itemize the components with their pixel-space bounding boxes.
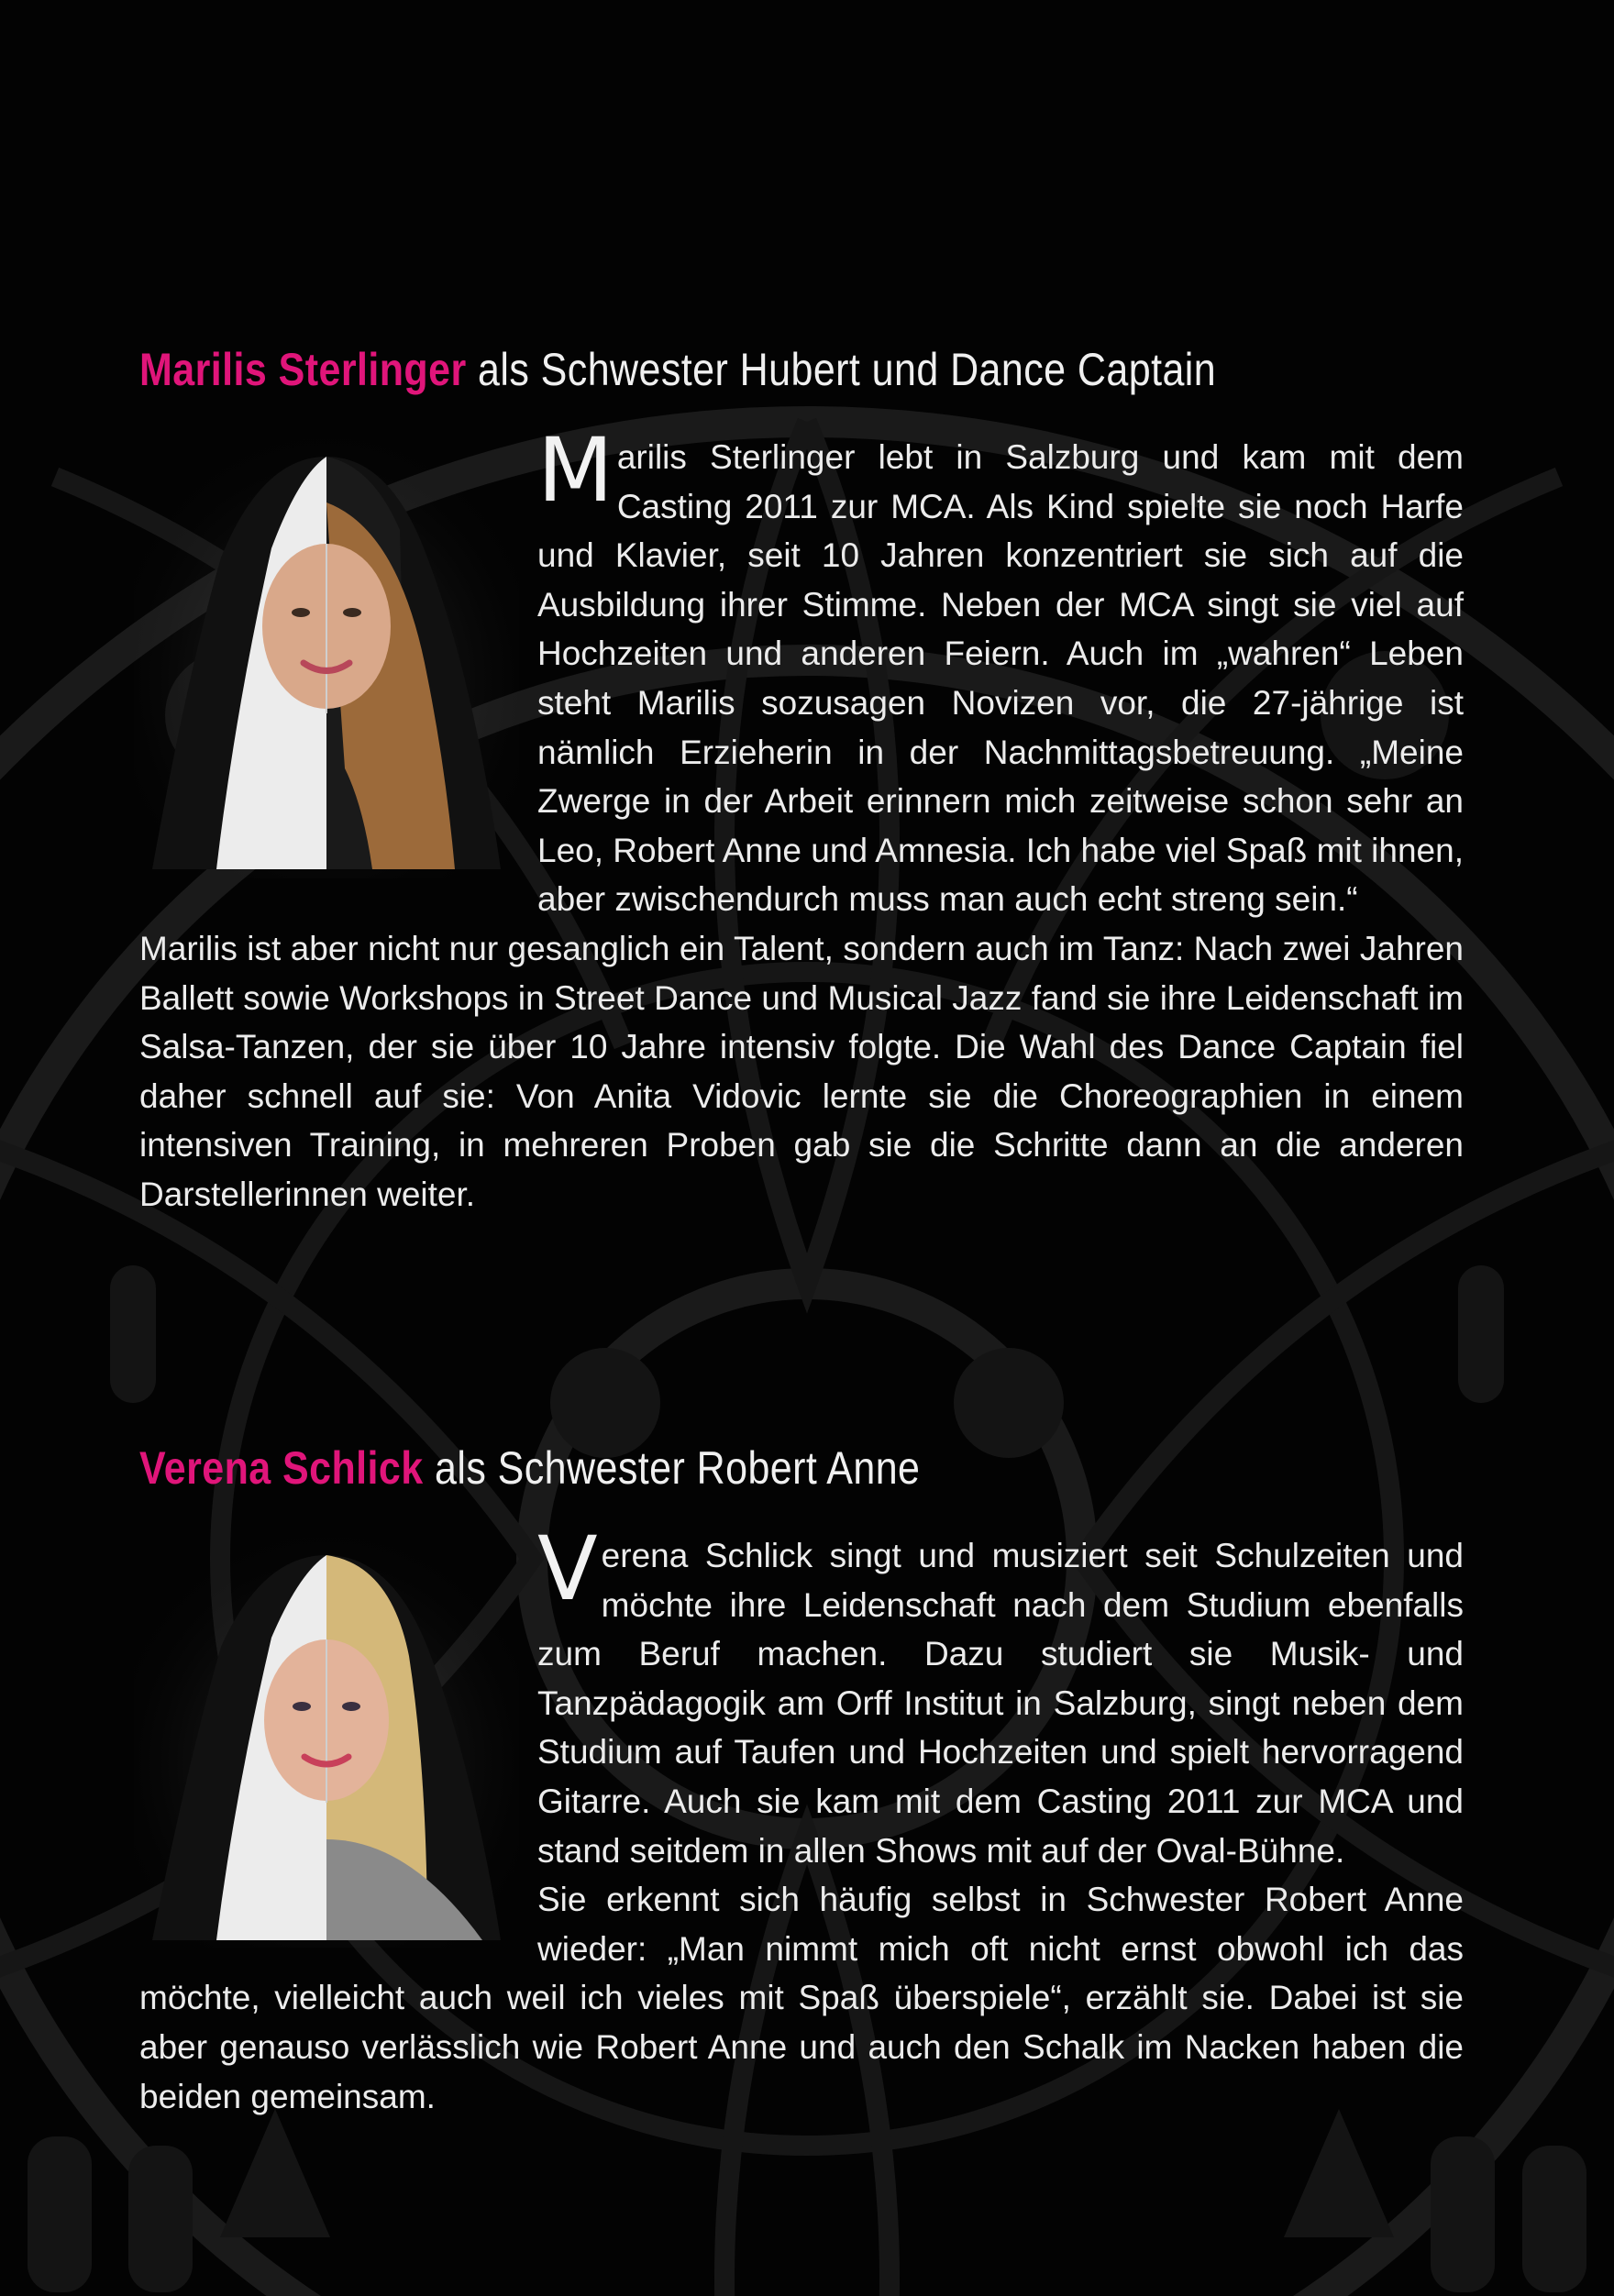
actor-name: Verena Schlick xyxy=(139,1442,424,1494)
profile-body xyxy=(139,1518,1464,2121)
paragraph-text: arilis Sterlinger lebt in Salzburg und kam mit dem Casting 2011 zur MCA. Als Kind spielte sie noch Harfe und Klavier, seit 10 Jahren konzentriert sie sich auf die Ausbildung ihrer Stimme. Neben der MCA singt sie viel auf Hochzeiten und anderen Feiern. Auch im „wahren“ Leben steht Marilis sozusagen Novizen vor, die 27-jährige ist nämlich Erzieherin in der Nachmittagsbetreuung. „Meine Zwerge in der Arbeit erinnern mich zeitweise schon sehr an Leo, Robert Anne und Amnesia. Ich habe viel Spaß mit ihnen, aber zwischendurch muss man auch echt streng sein.“ xyxy=(537,438,1464,919)
paragraph-text: erena Schlick singt und musiziert seit Schulzeiten und möchte ihre Leidenschaft nach dem Studium ebenfalls zum Beruf machen. Dazu studiert sie Musik- und Tanzpädagogik am Orff Institut in Salzburg, singt neben dem Studium auf Taufen und Hochzeiten und spielt hervorragend Gitarre. Auch sie kam mit dem Casting 2011 zur MCA und stand seitdem in allen Shows mit auf der Oval-Bühne. xyxy=(537,1537,1464,1870)
dropcap-letter: M xyxy=(537,419,614,522)
profile-body xyxy=(139,419,1464,1220)
profile-heading xyxy=(139,1436,1278,1500)
profile-verena xyxy=(139,1436,1464,2121)
actor-name: Marilis Sterlinger xyxy=(139,344,467,395)
second-paragraph: Sie erkennt sich häufig selbst in Schwester Robert Anne wieder: „Man nimmt mich oft nicht ernst obwohl ich das möchte, vielleicht auch weil ich vieles mit Spaß überspiele“, erzählt sie. Dabei ist sie aber genauso verlässlich wie Robert Anne und auch den Schalk im Nacken haben die beiden gemeinsam. xyxy=(139,1881,1464,2115)
actor-role: als Schwester Robert Anne xyxy=(423,1442,921,1494)
portrait-photo xyxy=(134,1537,537,1948)
portrait-photo xyxy=(134,438,537,878)
portrait-nun-icon xyxy=(134,1537,519,1948)
second-paragraph: Marilis ist aber nicht nur gesanglich ein Talent, sondern auch im Tanz: Nach zwei Jahren Ballett sowie Workshops in Street Dance und Musical Jazz fand sie ihre Leidenschaft im Salsa-Tanzen, der sie über 10 Jahre intensiv folgte. Die Wahl des Dance Captain fiel daher schnell auf sie: Von Anita Vidovic lernte sie die Choreographien in einem intensiven Training, in mehreren Proben gab sie die Schritte dann an die anderen Darstellerinnen weiter. xyxy=(139,929,1464,1213)
dropcap-letter: V xyxy=(537,1518,598,1620)
profile-marilis xyxy=(139,337,1464,1220)
profile-heading xyxy=(139,337,1278,402)
actor-role: als Schwester Hubert und Dance Captain xyxy=(466,344,1217,395)
portrait-nun-icon xyxy=(134,438,519,878)
